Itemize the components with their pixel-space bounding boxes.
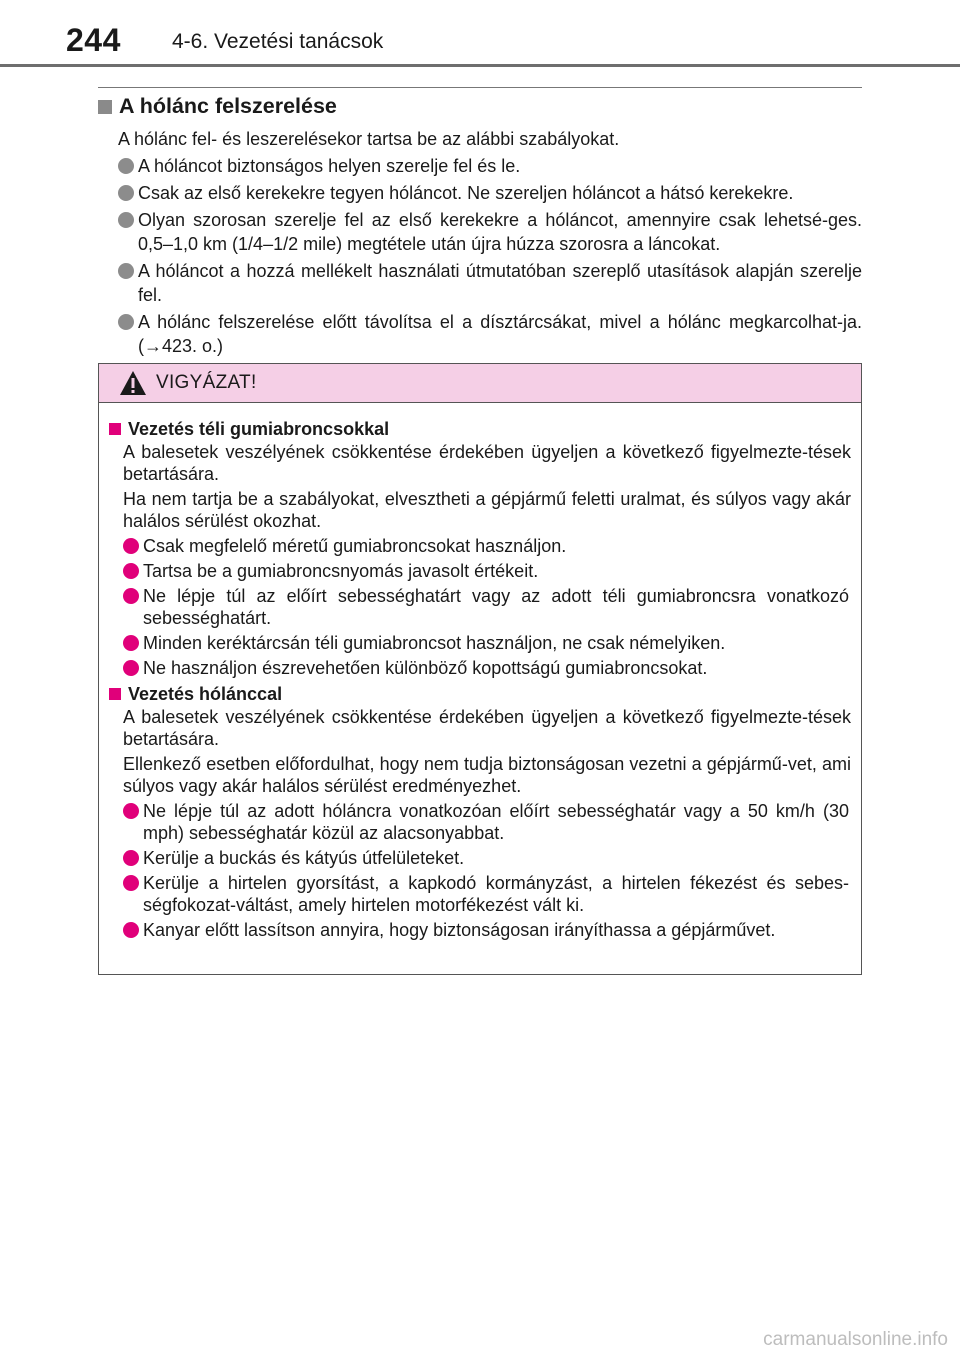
watermark-link[interactable]: carmanualsonline.info [763, 1329, 948, 1350]
warning-section-snow-chains [109, 682, 853, 941]
warning-list-item-text: Kanyar előtt lassítson annyira, hogy biztonságosan irányíthassa a gépjárművet. [143, 920, 776, 940]
circle-bullet-icon [123, 563, 139, 579]
list-item [118, 310, 862, 358]
warning-list-item [123, 800, 853, 844]
warning-list-item-text: Kerülje a hirtelen gyorsítást, a kapkodó kormányzást, a hirtelen fékezést és sebes-ségfokozat-váltást, amely hirtelen motorfékezést vált ki. [143, 873, 849, 915]
section-title: 4-6. Vezetési tanácsok [172, 30, 384, 53]
square-bullet-icon [109, 688, 121, 700]
square-bullet-icon [109, 423, 121, 435]
list-item [118, 181, 862, 205]
warning-triangle-icon [119, 370, 147, 396]
warning-list-item [123, 657, 853, 679]
list-item-text: A hóláncot a hozzá mellékelt használati útmutatóban szereplő utasítások alapján szerelje fel. [138, 261, 862, 305]
warning-title: VIGYÁZAT! [156, 372, 257, 393]
warning-box [98, 363, 862, 975]
circle-bullet-icon [118, 314, 134, 330]
warning-section-heading [109, 682, 853, 706]
list-item [118, 259, 862, 307]
warning-paragraph: Ellenkező esetben előfordulhat, hogy nem tudja biztonságosan vezetni a gépjármű-vet, ami súlyos vagy akár halálos sérülést eredményezhet. [123, 754, 851, 796]
warning-body [99, 403, 861, 941]
warning-list-item [123, 872, 853, 916]
warning-paragraph: Ha nem tartja be a szabályokat, elvesztheti a gépjármű feletti uralmat, és súlyos vagy akár halálos sérülést okozhat. [123, 489, 851, 531]
warning-list-item [123, 560, 853, 582]
circle-bullet-icon [123, 660, 139, 676]
warning-list-item [123, 632, 853, 654]
circle-bullet-icon [123, 635, 139, 651]
circle-bullet-icon [123, 875, 139, 891]
heading-text: A hólánc felszerelése [119, 94, 337, 118]
warning-section-heading-text: Vezetés hólánccal [128, 684, 283, 704]
page-header [0, 0, 960, 66]
circle-bullet-icon [123, 803, 139, 819]
list-item-text: Csak az első kerekekre tegyen hóláncot. Ne szereljen hóláncot a hátsó kerekekre. [138, 183, 794, 203]
circle-bullet-icon [118, 185, 134, 201]
circle-bullet-icon [118, 212, 134, 228]
warning-list-item-text: Tartsa be a gumiabroncsnyomás javasolt értékeit. [143, 561, 539, 581]
circle-bullet-icon [118, 158, 134, 174]
warning-section-heading [109, 417, 853, 441]
list-item-text: Olyan szorosan szerelje fel az első kerekekre a hóláncot, amennyire csak lehetsé-ges. 0,5–1,0 km (1/4–1/2 mile) megtétele után újra húzza szorosra a láncokat. [138, 210, 862, 254]
warning-list-item-text: Kerülje a buckás és kátyús útfelületeket. [143, 848, 465, 868]
warning-list-item-text: Ne lépje túl az előírt sebességhatárt vagy az adott téli gumiabroncsra vonatkozó sebességhatárt. [143, 586, 849, 628]
circle-bullet-icon [123, 922, 139, 938]
main-section [98, 94, 862, 361]
square-bullet-icon [98, 100, 112, 114]
warning-list-item [123, 919, 853, 941]
list-item [118, 154, 862, 178]
warning-section-winter-tires [109, 417, 853, 679]
warning-list-item-text: Csak megfelelő méretű gumiabroncsokat használjon. [143, 536, 567, 556]
warning-header [99, 364, 861, 403]
list-item-text: A hóláncot biztonságos helyen szerelje fel és le. [138, 156, 521, 176]
list-item-text: A hólánc felszerelése előtt távolítsa el a dísztárcsákat, mivel a hólánc megkarcolhat-ja. (→423. o.) [138, 312, 862, 356]
warning-paragraph: A balesetek veszélyének csökkentése érdekében ügyeljen a következő figyelmezte-tések betartására. [123, 707, 851, 749]
warning-list-item-text: Ne használjon észrevehetően különböző kopottságú gumiabroncsokat. [143, 658, 708, 678]
warning-section-heading-text: Vezetés téli gumiabroncsokkal [128, 419, 390, 439]
warning-list-item-text: Ne lépje túl az adott hóláncra vonatkozóan előírt sebességhatár vagy a 50 km/h (30 mph) sebességhatár közül az alacsonyabbat. [143, 801, 849, 843]
warning-list-item [123, 847, 853, 869]
list-item [118, 208, 862, 256]
warning-paragraph: A balesetek veszélyének csökkentése érdekében ügyeljen a következő figyelmezte-tések betartására. [123, 442, 851, 484]
warning-list-item [123, 585, 853, 629]
circle-bullet-icon [123, 588, 139, 604]
page-number: 244 [66, 22, 121, 58]
section-heading [98, 94, 862, 119]
circle-bullet-icon [123, 850, 139, 866]
warning-list-item-text: Minden keréktárcsán téli gumiabroncsot használjon, ne csak némelyiken. [143, 633, 726, 653]
circle-bullet-icon [123, 538, 139, 554]
circle-bullet-icon [118, 263, 134, 279]
header-rule [0, 64, 960, 67]
content-divider [98, 87, 862, 88]
warning-list-item [123, 535, 853, 557]
intro-text: A hólánc fel- és leszerelésekor tartsa be az alábbi szabályokat. [118, 129, 620, 149]
